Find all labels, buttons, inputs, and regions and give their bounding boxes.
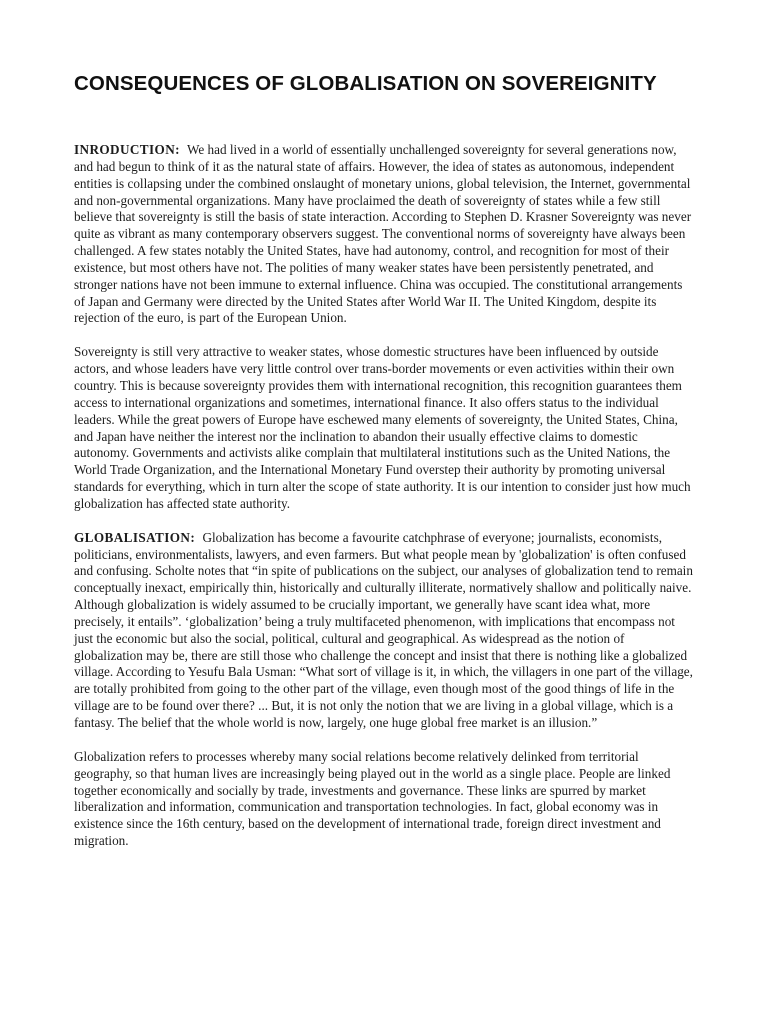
paragraph-globalisation	[74, 530, 696, 732]
document-page	[74, 70, 696, 867]
paragraph-text: We had lived in a world of essentially unchallenged sovereignty for several generations now, and had begun to think of it as the natural state of affairs. However, the idea of states as autonomous, independent entities is collapsing under the combined onslaught of monetary unions, global television, the Internet, governmental and non-governmental organizations. Many have proclaimed the death of sovereignty of states while a few still believe that sovereignty is still the basis of state interaction. According to Stephen D. Krasner Sovereignty was never quite as vibrant as many contemporary observers suggest. The conventional norms of sovereignty have always been challenged. A few states notably the United States, have had autonomy, control, and recognition for most of their existence, but most others have not. The polities of many weaker states have been persistently penetrated, and stronger nations have not been immune to external influence. China was occupied. The constitutional arrangements of Japan and Germany were directed by the United States after World War II. The United Kingdom, despite its rejection of the euro, is part of the European Union.	[74, 142, 692, 326]
paragraph-globalization-definition	[74, 749, 696, 850]
section-heading-introduction: INRODUCTION:	[74, 142, 180, 157]
paragraph-sovereignty	[74, 344, 696, 512]
paragraph-text: Globalization has become a favourite catchphrase of everyone; journalists, economists, politicians, environmentalists, lawyers, and even farmers. But what people mean by 'globalization' is often confused and confusing. Scholte notes that “in spite of publications on the subject, our analyses of globalization tend to remain conceptually inexact, empirically thin, historically and culturally illiterate, normatively shallow and politically naive. Although globalization is widely assumed to be crucially important, we generally have scant idea what, more precisely, it entails”. ‘globalization’ being a truly multifaceted phenomenon, with implications that encompass not just the economic but also the social, political, cultural and geographical. As widespread as the notion of globalization may be, there are still those who challenge the concept and insist that there is nothing like a globalized village. According to Yesufu Bala Usman: “What sort of village is it, in which, the villagers in one part of the village, are totally prohibited from going to the other part of the village, even though most of the good things of life in the village are to be found over there? ... But, it is not only the notion that we are living in a global village, which is a fantasy. The belief that the whole world is now, largely, one huge global free market is an illusion.”	[74, 529, 693, 730]
document-title: CONSEQUENCES OF GLOBALISATION ON SOVEREIGNITY	[74, 72, 657, 95]
paragraph-introduction	[74, 142, 696, 327]
paragraph-text: Sovereignty is still very attractive to weaker states, whose domestic structures have been influenced by outside actors, and whose leaders have very little control over trans-border movements or even activities within their own country. This is because sovereignty provides them with international recognition, this recognition guarantees them access to international organizations and sometimes, international finance. It also offers status to the individual leaders. While the great powers of Europe have eschewed many elements of sovereignty, the United States, China, and Japan have neither the interest nor the inclination to abandon their usually effective claims to domestic autonomy. Governments and activists alike complain that multilateral institutions such as the United Nations, the World Trade Organization, and the International Monetary Fund overstep their authority by promoting universal standards for everything, which in turn alter the scope of state authority. It is our intention to consider just how much globalization has affected state authority.	[74, 344, 691, 511]
section-heading-globalisation: GLOBALISATION:	[74, 529, 196, 545]
paragraph-text: Globalization refers to processes whereby many social relations become relatively delinked from territorial geography, so that human lives are increasingly being played out in the world as a single place. People are linked together economically and socially by trade, investments and governance. These links are spurred by market liberalization and information, communication and transportation technologies. In fact, global economy was in existence since the 16th century, based on the development of international trade, foreign direct investment and migration.	[74, 748, 671, 849]
